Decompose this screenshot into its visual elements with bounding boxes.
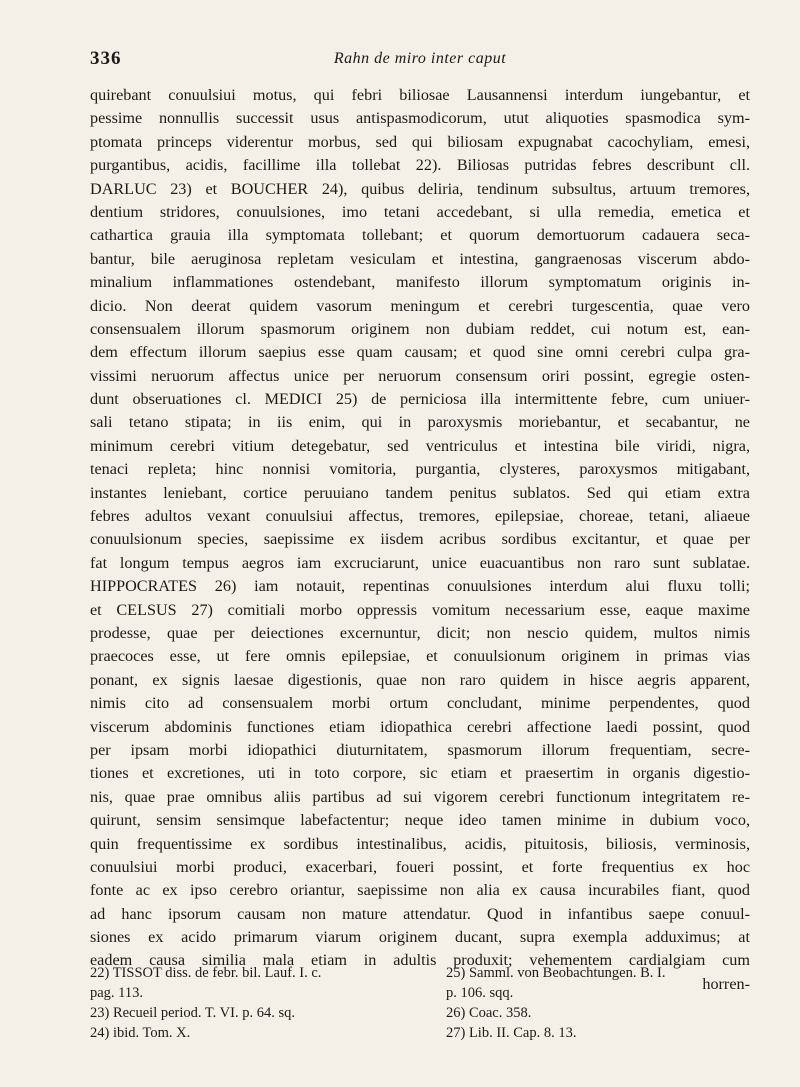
text-line: quirunt, sensim sensimque labefactentur; neque ideo tamen minime in dubium voco, [90, 811, 750, 830]
text-line: eadem causa similia mala etiam in adultis produxit; vehementem cardialgiam cum [90, 951, 750, 970]
text-line: DARLUC 23) et BOUCHER 24), quibus deliria, tendinum subsultus, artuum tremores, [90, 179, 750, 198]
text-line: per ipsam morbi idiopathici diuturnitatem, spasmorum illorum frequentiam, secre- [90, 740, 750, 759]
text-line: nimis cito ad consensualem morbi ortum concludant, minime perpendentes, quod [90, 694, 750, 713]
text-line: minimum cerebri vitium detegebatur, sed ventriculus et intestina bile viridi, nigra, [90, 436, 750, 455]
text-line: nis, quae prae omnibus aliis partibus ad sui vigorem cerebri functionum integritatem re- [90, 787, 750, 806]
footnote-line: 25) Samml. von Beobachtungen. B. I. [446, 965, 666, 981]
text-line: pessime nonnullis successit usus antispasmodicorum, utut aliquoties spasmodica sym- [90, 109, 750, 128]
text-line: dem effectum illorum saepius esse quam causam; et quod sine omni cerebri culpa gra- [90, 343, 750, 362]
text-line: viscerum abdominis functiones etiam idiopathica cerebri affectione laedi possint, quod [90, 717, 750, 736]
text-line: ponant, ex signis laesae digestionis, quae non raro quidem in hisce aegris apparent, [90, 670, 750, 689]
text-line: consensualem illorum spasmorum originem non dubiam reddet, cui notum est, ean- [90, 319, 750, 338]
text-line: conuulsiui morbi produci, exacerbari, foueri possint, et forte frequentius ex hoc [90, 857, 750, 876]
footnote-line: 24) ibid. Tom. X. [90, 1025, 191, 1041]
text-line: sali tetano stipata; in iis enim, qui in paroxysmis moriebantur, et secabantur, ne [90, 413, 750, 432]
footnote-line: 23) Recueil period. T. VI. p. 64. sq. [90, 1005, 295, 1021]
text-line: bantur, bile aeruginosa repletam vesiculam et intestina, gangraenosas viscerum abdo- [90, 249, 750, 268]
text-line: dentium stridores, conuulsiones, imo tetani accedebant, si ulla remedia, emetica et [90, 202, 750, 221]
text-line: prodesse, quae per deiectiones excernuntur, dicit; non nescio quidem, multos nimis [90, 623, 750, 642]
footnotes-right-column [446, 963, 776, 1043]
text-line: siones ex acido primarum viarum originem ducant, supra exempla adduximus; at [90, 928, 750, 947]
running-head: Rahn de miro inter caput [333, 50, 507, 67]
text-line: purgantibus, acidis, facillime illa tollebat 22). Biliosas putridas febres describunt cll. [90, 156, 750, 175]
text-line: ptomata princeps viderentur morbus, sed qui biliosam expugnabat cacochyliam, emesi, [90, 132, 750, 151]
text-line: febres adultos vexant conuulsiui affectus, tremores, epilepsiae, choreae, tetani, aliaeue [90, 507, 750, 526]
text-line: cathartica grauia illa symptomata tollebant; et quorum demortuorum cadauera seca- [90, 226, 750, 245]
text-line: conuulsionum species, saepissime ex iisdem acribus sordibus excitantur, et quae per [90, 530, 750, 549]
text-line: ad hanc ipsorum causam non mature attendatur. Quod in infantibus saepe conuul- [90, 904, 750, 923]
text-line: dunt obseruationes cl. MEDICI 25) de perniciosa illa intermittente febre, cum uniuer- [90, 390, 750, 409]
footnote-line: 22) TISSOT diss. de febr. bil. Lauf. I. c. [90, 965, 322, 981]
text-line: fat longum tempus aegros iam excruciarunt, unice euacuantibus non raro sunt sublatae. [90, 553, 750, 572]
footnotes-left-column [90, 963, 420, 1043]
text-line: quin frequentissime ex sordibus intestinalibus, acidis, pituitosis, biliosis, verminosis, [90, 834, 750, 853]
body-text [90, 84, 750, 996]
text-line: dicio. Non deerat quidem vasorum meningum et cerebri turgescentia, quae vero [90, 296, 750, 315]
text-line: HIPPOCRATES 26) iam notauit, repentinas conuulsiones interdum alui fluxu tolli; [90, 577, 750, 596]
text-line: tiones et excretiones, uti in toto corpore, sic etiam et praesertim in organis digestio- [90, 764, 750, 783]
footnote-line: p. 106. sqq. [446, 985, 514, 1001]
text-line: praecoces esse, ut fere omnis epilepsiae, et conuulsionum originem in primas vias [90, 647, 750, 666]
text-line: quirebant conuulsiui motus, qui febri biliosae Lausannensi interdum iungebantur, et [90, 86, 750, 104]
footnote-line: 26) Coac. 358. [446, 1005, 532, 1021]
text-line: instantes leniebant, cortice peruuiano tandem penitus sublatos. Sed qui etiam extra [90, 483, 750, 502]
footnote-line: 27) Lib. II. Cap. 8. 13. [446, 1025, 577, 1041]
page-header [90, 48, 750, 74]
text-line: tenaci repleta; hinc nonnisi vomitoria, purgantia, clysteres, paroxysmos mitigabant, [90, 460, 750, 479]
text-line: horren- [702, 974, 750, 993]
text-line: vissimi neruorum affectus unice per neruorum consensum oriri possint, egregie osten- [90, 366, 750, 385]
text-line: minalium inflammationes ostendebant, manifesto illorum symptomatum originis in- [90, 273, 750, 292]
text-line: fonte ac ex ipso cerebro oriantur, saepissime non alia ex causa incurabiles fiant, quod [90, 881, 750, 900]
text-line: et CELSUS 27) comitiali morbo oppressis vomitum necessarium esse, eaque maxime [90, 600, 750, 619]
page-number: 336 [90, 48, 122, 69]
footnote-line: pag. 113. [90, 985, 144, 1001]
footnotes [90, 963, 750, 1053]
